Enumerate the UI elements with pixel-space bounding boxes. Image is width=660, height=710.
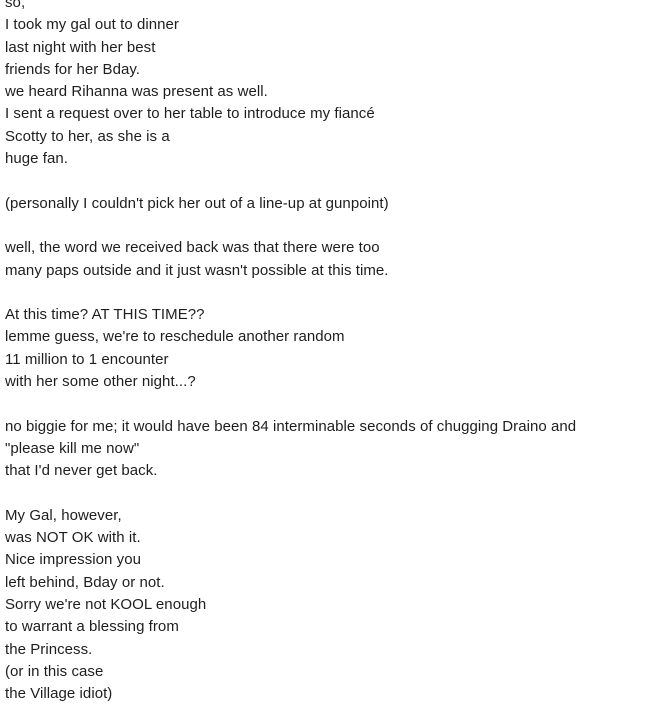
text-line: the Village idiot): [5, 685, 113, 703]
text-line: no biggie for me; it would have been 84 interminable seconds of chugging Draino and: [5, 417, 577, 435]
text-line: My Gal, however,: [5, 506, 122, 524]
text-line: 11 million to 1 encounter: [5, 350, 169, 368]
blank-line: [5, 170, 655, 192]
text-line: left behind, Bday or not.: [5, 573, 165, 591]
blank-line: [5, 393, 655, 415]
text-line: "please kill me now": [5, 439, 140, 457]
blank-line: [5, 282, 655, 304]
text-line: huge fan.: [5, 150, 69, 168]
text-line: we heard Rihanna was present as well.: [5, 83, 268, 101]
text-line: (or in this case: [5, 662, 104, 680]
text-line: (personally I couldn't pick her out of a line-up at gunpoint): [5, 194, 389, 212]
blank-line: [5, 215, 655, 237]
text-line: to warrant a blessing from: [5, 618, 179, 636]
text-line: so,: [5, 0, 26, 11]
post-body: [5, 0, 655, 706]
blank-line: [5, 483, 655, 505]
text-line: Scotty to her, as she is a: [5, 127, 170, 145]
text-line: lemme guess, we're to reschedule another random: [5, 328, 345, 346]
text-line: Nice impression you: [5, 551, 142, 569]
text-line: I sent a request over to her table to introduce my fiancé: [5, 105, 375, 123]
text-line: well, the word we received back was that there were too: [5, 239, 380, 257]
text-line: the Princess.: [5, 640, 93, 658]
text-line: that I'd never get back.: [5, 462, 158, 480]
text-line: with her some other night...?: [5, 373, 196, 391]
text-line: Sorry we're not KOOL enough: [5, 596, 207, 614]
text-line: last night with her best: [5, 38, 156, 56]
text-line: was NOT OK with it.: [5, 529, 141, 547]
text-line: friends for her Bday.: [5, 60, 141, 78]
text-line: At this time? AT THIS TIME??: [5, 306, 205, 324]
text-line: many paps outside and it just wasn't possible at this time.: [5, 261, 389, 279]
text-line: I took my gal out to dinner: [5, 16, 179, 34]
